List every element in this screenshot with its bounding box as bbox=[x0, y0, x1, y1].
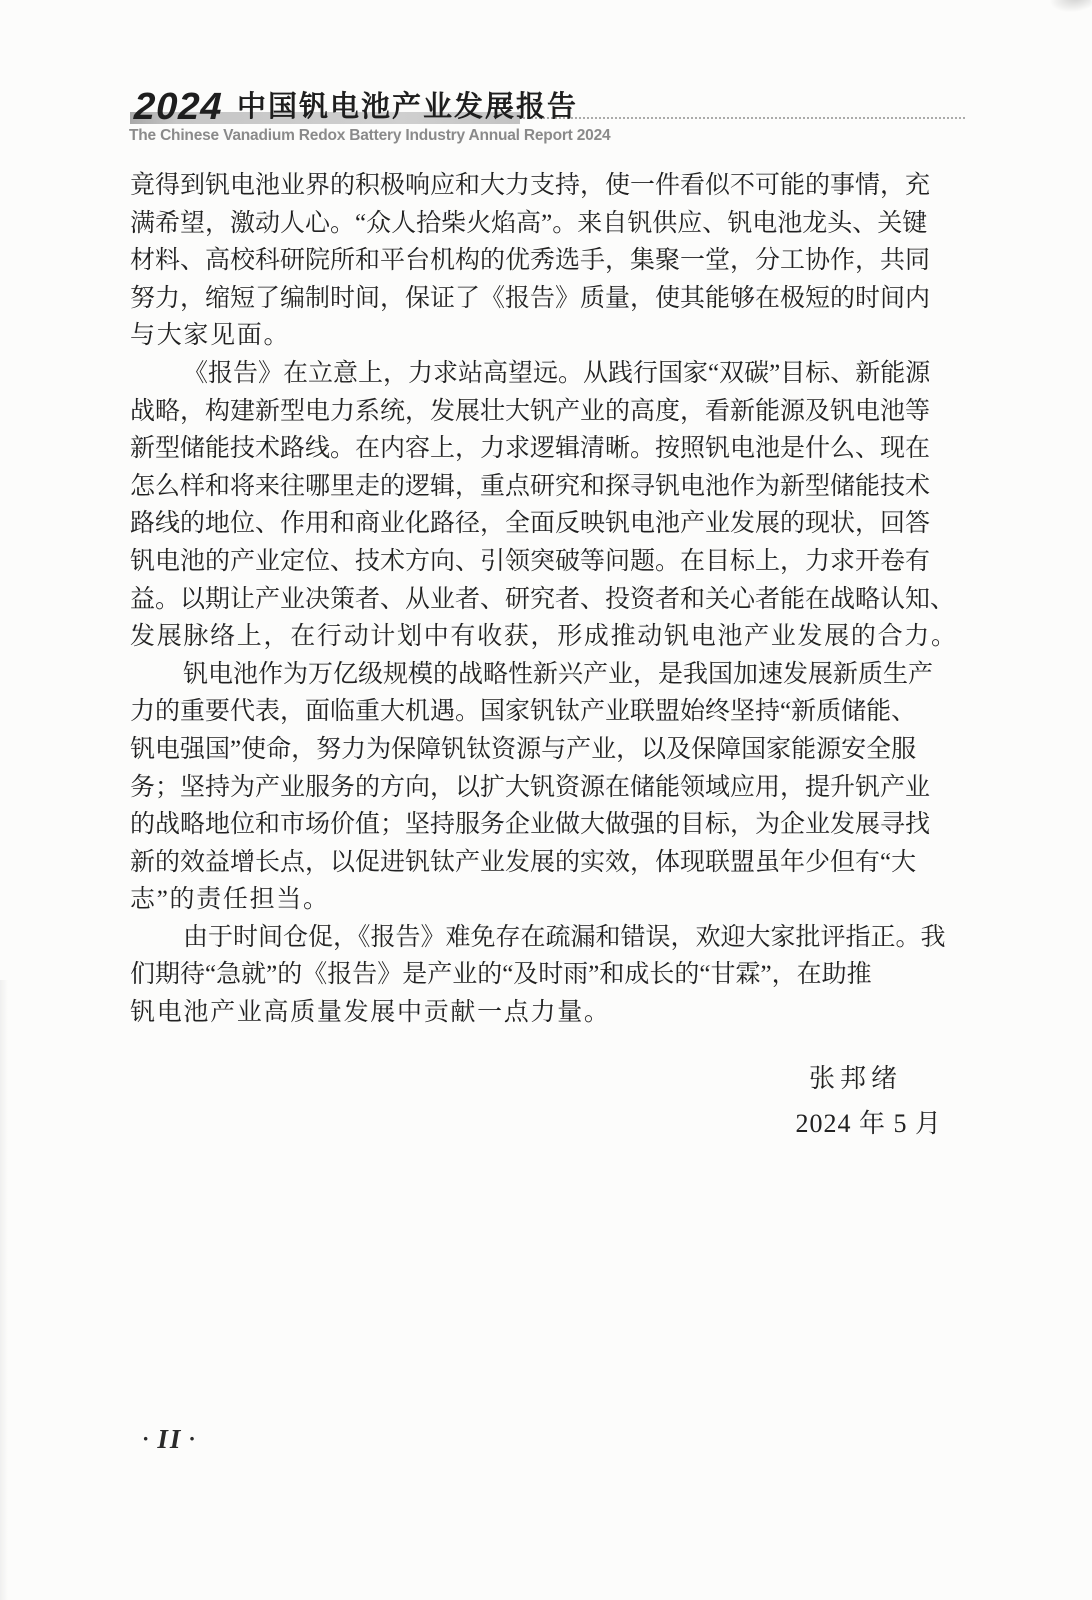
text-line: 新的效益增长点，以促进钒钛产业发展的实效，体现联盟虽年少但有“大 bbox=[130, 848, 917, 876]
text-line: 钒电强国”使命，努力为保障钒钛资源与产业，以及保障国家能源安全服 bbox=[130, 735, 917, 763]
dotted-rule bbox=[523, 117, 965, 119]
text-line: 怎么样和将来往哪里走的逻辑，重点研究和探寻钒电池作为新型储能技术 bbox=[130, 472, 931, 500]
text-line: 《报告》在立意上，力求站高望远。从践行国家“双碳”目标、新能源 bbox=[183, 359, 931, 387]
text-line: 的战略地位和市场价值；坚持服务企业做大做强的目标，为企业发展寻找 bbox=[130, 811, 931, 839]
scan-edge-shadow bbox=[0, 980, 8, 1600]
signature-block bbox=[130, 1060, 988, 1142]
text-line: 发展脉络上，在行动计划中有收获，形成推动钒电池产业发展的合力。 bbox=[130, 623, 958, 651]
text-line: 努力，缩短了编制时间，保证了《报告》质量，使其能够在极短的时间内 bbox=[130, 284, 931, 312]
text-line: 满希望，激动人心。“众人拾柴火焰高”。来自钒供应、钒电池龙头、关键 bbox=[130, 209, 928, 237]
text-line: 与大家见面。 bbox=[130, 322, 291, 350]
page-number bbox=[136, 1424, 204, 1455]
text-line: 由于时间仓促，《报告》难免存在疏漏和错误，欢迎大家批评指正。我 bbox=[183, 923, 946, 951]
text-line: 钒电池产业高质量发展中贡献一点力量。 bbox=[130, 999, 611, 1027]
body-text bbox=[130, 167, 988, 1032]
page-number-dot-right: · bbox=[188, 1426, 198, 1451]
text-line: 钒电池的产业定位、技术方向、引领突破等问题。在目标上，力求开卷有 bbox=[130, 547, 931, 575]
page-number-dot-left: · bbox=[142, 1426, 152, 1451]
report-title bbox=[134, 84, 578, 129]
text-line: 力的重要代表，面临重大机遇。国家钒钛产业联盟始终坚持“新质储能、 bbox=[130, 698, 917, 726]
text-line: 路线的地位、作用和商业化路径，全面反映钒电池产业发展的现状，回答 bbox=[130, 510, 931, 538]
text-line: 志”的责任担当。 bbox=[130, 886, 330, 914]
signature-name: 张邦绪 bbox=[808, 1064, 902, 1093]
text-line: 竟得到钒电池业界的积极响应和大力支持，使一件看似不可能的事情，充 bbox=[130, 172, 931, 199]
text-line: 战略，构建新型电力系统，发展壮大钒产业的高度，看新能源及钒电池等 bbox=[130, 397, 931, 425]
text-line: 新型储能技术路线。在内容上，力求逻辑清晰。按照钒电池是什么、现在 bbox=[130, 435, 931, 463]
report-title-en: The Chinese Vanadium Redox Battery Industry Annual Report 2024 bbox=[129, 127, 611, 144]
text-line: 钒电池作为万亿级规模的战略性新兴产业，是我国加速发展新质生产 bbox=[183, 660, 934, 688]
report-title-zh: 中国钒电池产业发展报告 bbox=[237, 91, 579, 123]
signature-date: 2024 年 5 月 bbox=[795, 1109, 942, 1138]
text-line: 材料、高校科研院所和平台机构的优秀选手，集聚一堂，分工协作，共同 bbox=[130, 247, 931, 275]
report-year: 2024 bbox=[133, 86, 224, 128]
text-line: 们期待“急就”的《报告》是产业的“及时雨”和成长的“甘霖”，在助推 bbox=[130, 961, 872, 989]
scan-smudge bbox=[1044, 0, 1092, 21]
page-number-value: II bbox=[157, 1424, 183, 1454]
text-line: 益。以期让产业决策者、从业者、研究者、投资者和关心者能在战略认知、 bbox=[130, 585, 956, 613]
text-line: 务；坚持为产业服务的方向，以扩大钒资源在储能领域应用，提升钒产业 bbox=[130, 773, 931, 801]
